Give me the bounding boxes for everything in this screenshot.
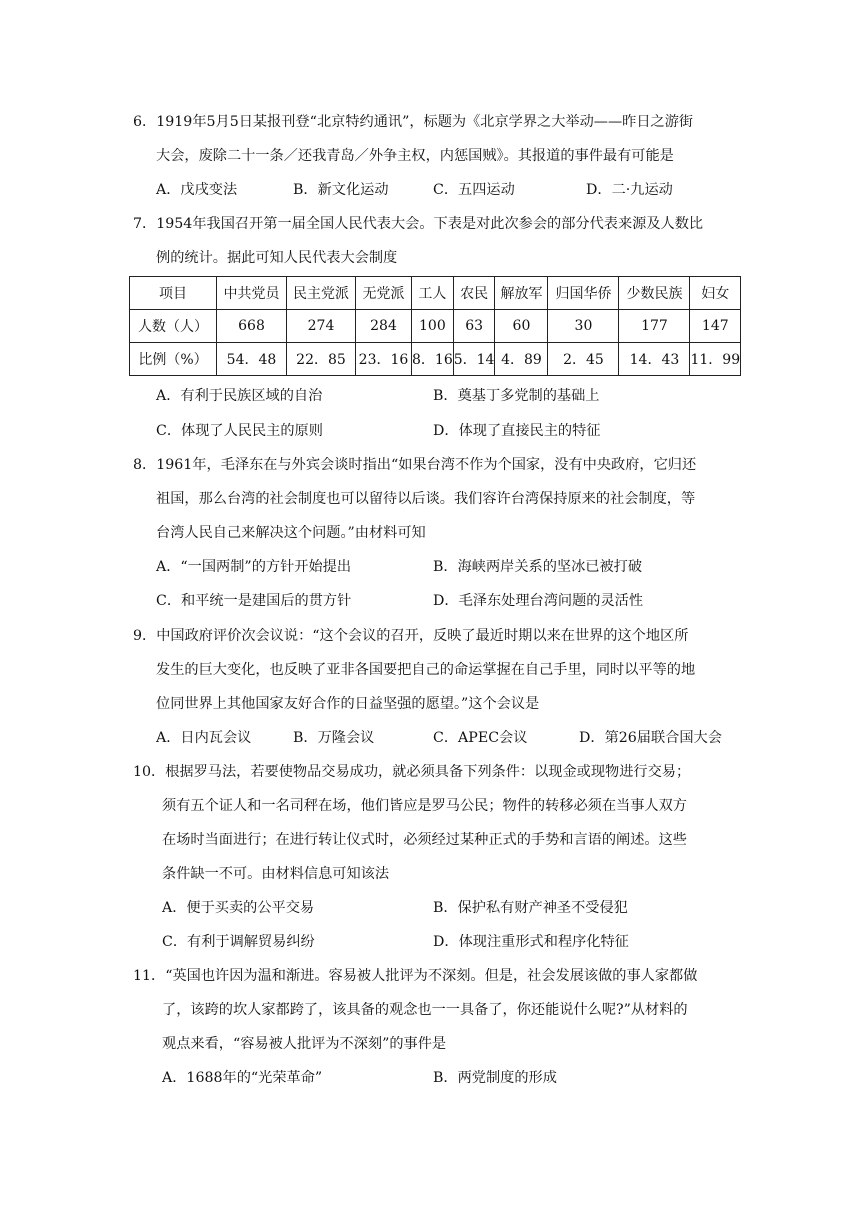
question-6-option-d: D．二·九运动 [586, 182, 673, 198]
table-cell: 668 [217, 310, 287, 343]
table-cell: 177 [619, 310, 690, 343]
question-11-stem-line-3: 观点来看，“容易被人批评为不深刻”的事件是 [162, 1036, 447, 1052]
question-7-stem-line-2: 例的统计。据此可知人民代表大会制度 [156, 250, 398, 266]
table-cell: 5．14 [453, 343, 495, 376]
question-8-stem-line-3: 台湾人民自己来解决这个问题。”由材料可知 [156, 525, 426, 541]
table-cell: 284 [356, 310, 412, 343]
question-11-stem-line-2: 了，该跨的坎人家都跨了，该具备的观念也一一具备了，你还能说什么呢?”从材料的 [162, 1002, 688, 1018]
table-cell: 60 [495, 310, 548, 343]
question-9-stem-line-2: 发生的巨大变化，也反映了亚非各国要把自己的命运掌握在自己手里，同时以平等的地 [156, 662, 696, 678]
table-header-cell: 妇女 [690, 277, 741, 310]
question-10-stem-line-4: 条件缺一不可。由材料信息可知该法 [162, 866, 390, 882]
table-header-row [130, 277, 741, 310]
table-cell: 147 [690, 310, 741, 343]
question-10-option-a: A．便于买卖的公平交易 [162, 900, 315, 916]
table-cell: 274 [287, 310, 356, 343]
question-6-stem-line-1: 6．1919年5月5日某报刊登“北京特约通讯”，标题为《北京学界之大举动——昨日之游街 [133, 114, 694, 130]
table-row-ratio [130, 343, 741, 376]
question-10-stem-line-2: 须有五个证人和一名司秤在场，他们皆应是罗马公民；物件的转移必须在当事人双方 [162, 798, 687, 814]
table-cell: 人数（人） [130, 310, 217, 343]
question-9-stem-line-3: 位同世界上其他国家友好合作的日益坚强的愿望。”这个会议是 [156, 696, 540, 712]
table-header-cell: 中共党员 [217, 277, 287, 310]
question-9-stem-line-1: 9．中国政府评价次会议说：“这个会议的召开，反映了最近时期以来在世界的这个地区所 [133, 628, 689, 644]
table-header-cell: 农民 [453, 277, 495, 310]
question-7-option-a: A．有利于民族区域的自治 [156, 388, 323, 404]
table-cell: 23．16 [356, 343, 412, 376]
table-cell: 30 [548, 310, 619, 343]
question-6-stem-line-2: 大会，废除二十一条／还我青岛／外争主权，内惩国贼》。其报道的事件最有可能是 [156, 148, 674, 164]
table-cell: 100 [412, 310, 454, 343]
question-7-stem-line-1: 7．1954年我国召开第一届全国人民代表大会。下表是对此次参会的部分代表来源及人数比 [133, 216, 704, 232]
table-header-cell: 民主党派 [287, 277, 356, 310]
delegate-statistics-table [129, 276, 741, 376]
table-header-cell: 工人 [412, 277, 454, 310]
table-header-cell: 少数民族 [619, 277, 690, 310]
question-6-option-a: A．戊戌变法 [156, 182, 238, 198]
question-10-stem-line-3: 在场时当面进行；在进行转让仪式时，必须经过某种正式的手势和言语的阐述。这些 [162, 832, 687, 848]
question-8-option-d: D．毛泽东处理台湾问题的灵活性 [433, 593, 644, 609]
table-header-cell: 项目 [130, 277, 217, 310]
question-8-stem-line-1: 8．1961年，毛泽东在与外宾会谈时指出“如果台湾不作为个国家，没有中央政府，它归还 [133, 457, 697, 473]
table-cell: 14．43 [619, 343, 690, 376]
table-cell: 54．48 [217, 343, 287, 376]
table-cell: 4．89 [495, 343, 548, 376]
question-8-option-a: A．“一国两制”的方针开始提出 [156, 559, 352, 575]
question-7-option-c: C．体现了人民民主的原则 [156, 423, 323, 439]
question-11-stem-line-1: 11．“英国也许因为温和渐进。容易被人批评为不深刻。但是，社会发展该做的事人家都做 [133, 968, 698, 984]
question-10-option-d: D．体现注重形式和程序化特征 [433, 934, 629, 950]
question-10-stem-line-1: 10．根据罗马法，若要使物品交易成功，就必须具备下列条件：以现金或现物进行交易； [133, 764, 691, 780]
question-10-option-c: C．有利于调解贸易纠纷 [162, 934, 315, 950]
table-cell: 63 [453, 310, 495, 343]
table-header-cell: 解放军 [495, 277, 548, 310]
table-cell: 8．16 [412, 343, 454, 376]
table-header-cell: 归国华侨 [548, 277, 619, 310]
question-8-option-b: B．海峡两岸关系的坚冰已被打破 [433, 559, 643, 575]
table-cell: 22．85 [287, 343, 356, 376]
question-8-stem-line-2: 祖国，那么台湾的社会制度也可以留待以后谈。我们容许台湾保持原来的社会制度，等 [156, 491, 696, 507]
question-9-option-b: B．万隆会议 [293, 730, 375, 746]
question-9-option-a: A．日内瓦会议 [156, 730, 252, 746]
table-cell: 比例（%） [130, 343, 217, 376]
question-7-option-b: B．奠基丁多党制的基础上 [433, 388, 600, 404]
question-6-option-c: C．五四运动 [433, 182, 515, 198]
table-cell: 2．45 [548, 343, 619, 376]
question-9-option-d: D．第26届联合国大会 [579, 730, 722, 746]
table-row-count [130, 310, 741, 343]
question-10-option-b: B．保护私有财产神圣不受侵犯 [433, 900, 628, 916]
question-9-option-c: C．APEC会议 [433, 730, 528, 746]
question-7-option-d: D．体现了直接民主的特征 [433, 423, 601, 439]
question-11-option-b: B．两党制度的形成 [433, 1070, 557, 1086]
table-cell: 11．99 [690, 343, 741, 376]
question-8-option-c: C．和平统一是建国后的贯方针 [156, 593, 352, 609]
question-6-option-b: B．新文化运动 [293, 182, 389, 198]
table-header-cell: 无党派 [356, 277, 412, 310]
question-11-option-a: A．1688年的“光荣革命” [162, 1070, 323, 1086]
